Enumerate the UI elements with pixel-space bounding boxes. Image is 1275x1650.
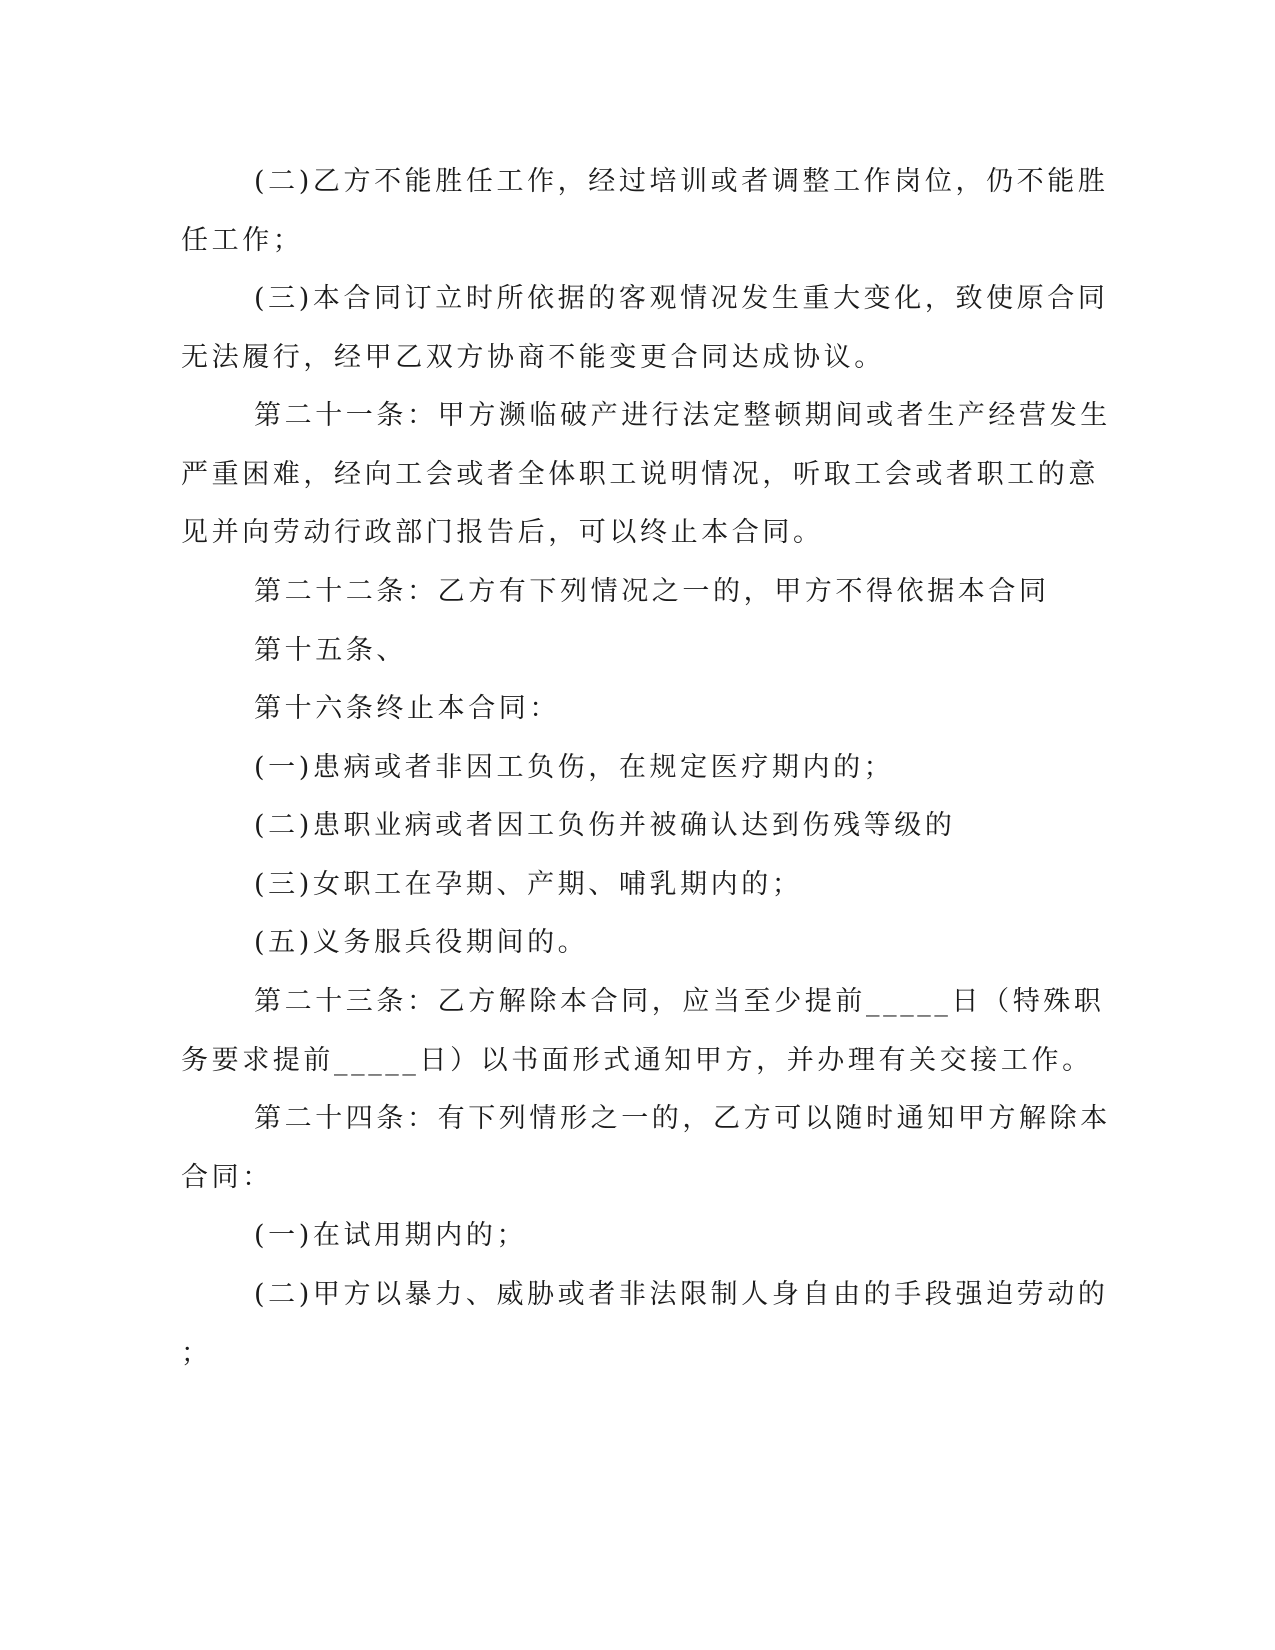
paragraph-line: (三)本合同订立时所依据的客观情况发生重大变化，致使原合同 [254, 283, 1109, 314]
paragraph-line: 严重困难，经向工会或者全体职工说明情况，听取工会或者职工的意 [181, 459, 1099, 490]
paragraph-line: (一)患病或者非因工负伤，在规定医疗期内的； [254, 752, 895, 783]
paragraph-line: 第十五条、 [254, 635, 407, 666]
paragraph-line: 务要求提前_____日）以书面形式通知甲方，并办理有关交接工作。 [181, 1045, 1093, 1076]
paragraph-line: 合同： [181, 1162, 273, 1193]
paragraph-line: (一)在试用期内的； [254, 1220, 528, 1251]
paragraph-line: 见并向劳动行政部门报告后，可以终止本合同。 [181, 517, 824, 548]
paragraph-line: 第二十二条：乙方有下列情况之一的，甲方不得依据本合同 [254, 576, 1050, 607]
paragraph-line: (二)甲方以暴力、威胁或者非法限制人身自由的手段强迫劳动的 [254, 1279, 1109, 1310]
paragraph-line: ； [181, 1338, 212, 1369]
paragraph-line: (二)患职业病或者因工负伤并被确认达到伤残等级的 [254, 810, 956, 841]
paragraph-line: (二)乙方不能胜任工作，经过培训或者调整工作岗位，仍不能胜 [254, 166, 1109, 197]
paragraph-line: 第十六条终止本合同： [254, 693, 560, 724]
paragraph-line: 第二十四条：有下列情形之一的，乙方可以随时通知甲方解除本 [254, 1103, 1111, 1134]
paragraph-line: 任工作； [181, 225, 304, 256]
paragraph-line: 第二十三条：乙方解除本合同，应当至少提前_____日（特殊职 [254, 986, 1105, 1017]
paragraph-line: (五)义务服兵役期间的。 [254, 927, 589, 958]
paragraph-line: 第二十一条：甲方濒临破产进行法定整顿期间或者生产经营发生 [254, 400, 1111, 431]
paragraph-line: 无法履行，经甲乙双方协商不能变更合同达成协议。 [181, 342, 885, 373]
paragraph-line: (三)女职工在孕期、产期、哺乳期内的； [254, 869, 803, 900]
